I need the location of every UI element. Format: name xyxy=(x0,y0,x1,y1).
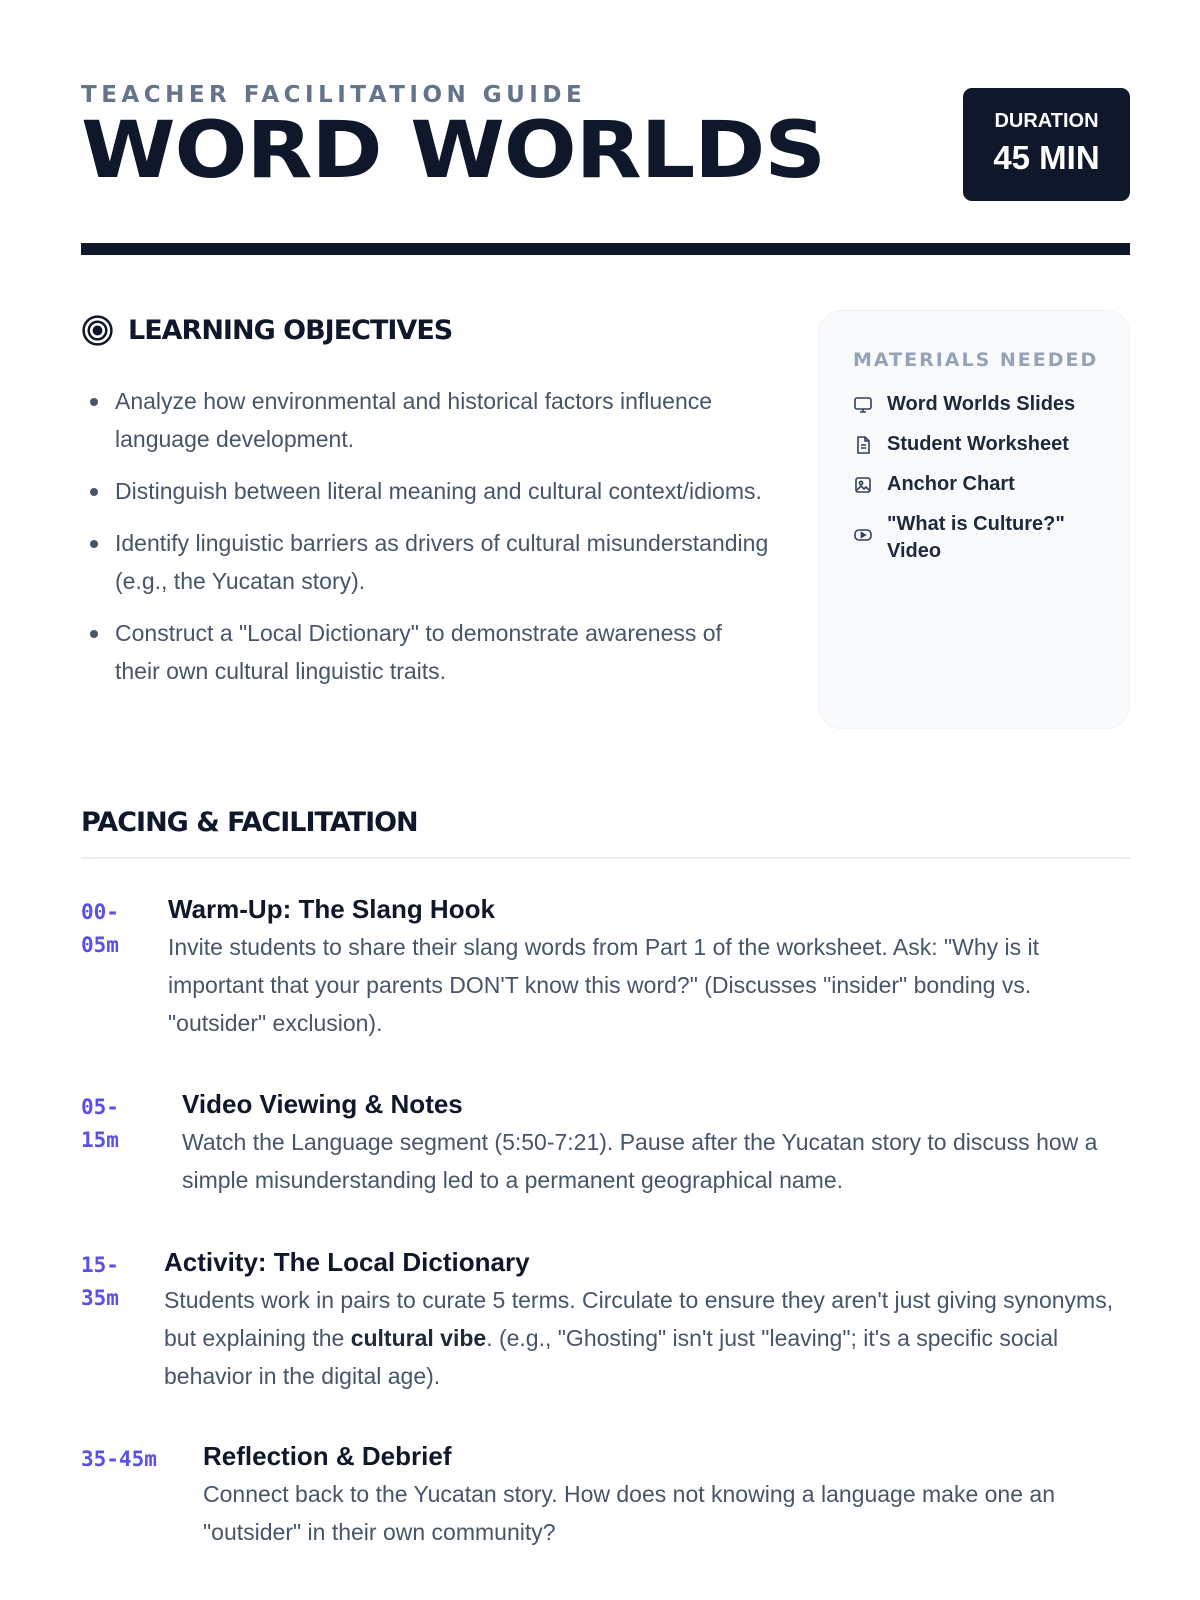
materials-panel xyxy=(818,310,1130,729)
step-time: 00- 05m xyxy=(81,900,119,957)
material-item-worksheet xyxy=(853,431,1103,458)
facilitation-guide-page xyxy=(81,0,1130,1600)
step-name: Activity: The Local Dictionary xyxy=(164,1247,530,1277)
material-label: Word Worlds Slides xyxy=(887,393,1076,415)
duration-value: 45 MIN xyxy=(993,139,1100,176)
objective-item: Construct a "Local Dictionary" to demonstrate awareness of their own cultural linguistic traits. xyxy=(81,614,771,690)
video-icon xyxy=(853,525,873,545)
page-title: WORD WORLDS xyxy=(81,106,825,196)
objectives-title: LEARNING OBJECTIVES xyxy=(128,315,453,346)
step-name: Reflection & Debrief xyxy=(203,1441,452,1471)
step-name: Video Viewing & Notes xyxy=(182,1089,463,1119)
step-description xyxy=(164,1281,1130,1395)
image-icon xyxy=(853,475,873,495)
duration-badge xyxy=(963,88,1130,201)
desc-text: . (e.g., "Ghosting" isn't just "leaving"; it's a specific social behavior in the digital age). xyxy=(164,1325,1059,1389)
objectives-list xyxy=(81,382,771,704)
objectives-heading xyxy=(81,314,452,347)
material-label: Anchor Chart xyxy=(887,473,1015,495)
step-description: Connect back to the Yucatan story. How does not knowing a language make one an "outsider" in their own community? xyxy=(203,1481,1055,1545)
pacing-title: PACING & FACILITATION xyxy=(81,807,418,838)
objective-item: Identify linguistic barriers as drivers of cultural misunderstanding (e.g., the Yucatan story). xyxy=(81,524,771,600)
desc-text: Students work in pairs to curate 5 terms. Circulate to ensure they aren't just giving synonyms, but explaining the xyxy=(164,1287,1114,1351)
step-time: 35-45m xyxy=(81,1447,157,1471)
material-label: Student Worksheet xyxy=(887,433,1069,455)
material-item-video xyxy=(853,511,1103,565)
step-time: 15- 35m xyxy=(81,1253,119,1310)
duration-label: DURATION xyxy=(994,110,1099,132)
step-description: Watch the Language segment (5:50-7:21). Pause after the Yucatan story to discuss how a simple misunderstanding led to a permanent geographical name. xyxy=(182,1129,1098,1193)
objective-item: Analyze how environmental and historical factors influence language development. xyxy=(81,382,771,458)
guide-eyebrow: TEACHER FACILITATION GUIDE xyxy=(81,82,587,108)
material-label: "What is Culture?" Video xyxy=(887,513,1065,562)
materials-title: MATERIALS NEEDED xyxy=(853,349,1099,371)
desc-emphasis: cultural vibe xyxy=(350,1325,487,1351)
step-description: Invite students to share their slang words from Part 1 of the worksheet. Ask: "Why is it important that your parents DON'T know this word?" (Discusses "insider" bonding vs. "outsider" exclusion). xyxy=(168,934,1040,1036)
monitor-icon xyxy=(853,395,873,415)
target-icon xyxy=(81,314,114,347)
material-item-slides xyxy=(853,391,1103,418)
pacing-divider xyxy=(81,857,1130,859)
document-icon xyxy=(853,435,873,455)
header-divider xyxy=(81,243,1130,255)
material-item-anchor-chart xyxy=(853,471,1103,498)
objective-item: Distinguish between literal meaning and cultural context/idioms. xyxy=(81,472,771,510)
step-name: Warm-Up: The Slang Hook xyxy=(168,894,495,924)
step-time: 05- 15m xyxy=(81,1095,119,1152)
